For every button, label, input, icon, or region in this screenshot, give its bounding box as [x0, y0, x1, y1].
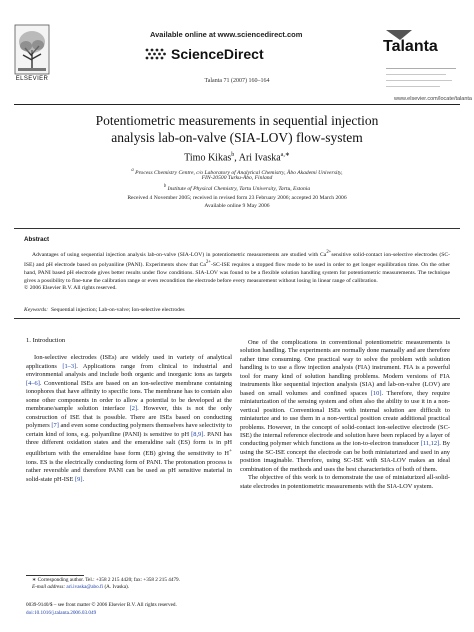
email-link[interactable]: ari.ivaska@abo.fi — [66, 584, 104, 590]
abstract-paragraph — [24, 249, 450, 285]
received-dates: Received 4 November 2005; received in revised form 23 February 2006; accepted 20 March 2006 — [127, 195, 347, 201]
body-text: . Applications range from clinical to industrial and environmental analysis and include both organic and inorganic ions as targets — [26, 362, 232, 379]
journal-url: www.elsevier.com/locate/talanta — [394, 96, 472, 102]
author-name: Ari Ivaska — [238, 152, 281, 164]
citation-link[interactable]: [7] — [51, 422, 59, 430]
abstract-heading: Abstract — [24, 236, 50, 243]
email-suffix: (A. Ivaska). — [104, 584, 130, 590]
keywords-line — [24, 307, 185, 313]
body-text: and even some conducting polymers themselves have selectivity to certain kind of ions, e.g. polyaniline (PANI) is sensitive to pH — [26, 422, 232, 438]
bottom-info — [26, 602, 232, 617]
section-heading: 1. Introduction — [26, 337, 66, 344]
footnote-marker: ∗ — [32, 577, 37, 583]
header-divider — [14, 104, 460, 105]
citation-link[interactable]: [10] — [370, 389, 382, 397]
email-label: E-mail address: — [32, 584, 66, 590]
abstract-top-divider — [14, 228, 460, 229]
sciencedirect-dots-icon — [144, 47, 168, 61]
body-text: . Therefore, they require miniaturization of the sensing system and often also the ability to use it in a non-vertical position. Conventional ISEs with internal solution are difficult to miniaturize and to use them in a non-vertical position create additional practical problems. However, in the concept of solid-contact ion-selective electrode (SC-ISE) the internal reference electrode and solution have been replaced by a layer of conducting polymer which functions as the ion-to-electron transducer — [240, 389, 450, 448]
charge-superscript: 2+ — [326, 250, 332, 255]
doi-link[interactable]: doi:10.1016/j.talanta.2006.03.049 — [26, 609, 97, 616]
affiliation-marker: a — [131, 168, 134, 173]
citation-link[interactable]: [2] — [129, 405, 138, 413]
elsevier-tree-icon — [14, 24, 50, 76]
journal-citation: Talanta 71 (2007) 160–164 — [204, 78, 270, 84]
abstract-text: -SC-ISE requires a stopped flow mode to be used in order to get longer equilibration time. On the other hand, PANI based pH electrode gives better results under flow conditions. SIA-LOV was found to be a flexible solution handling system for potentiometric measurements. The technique gives a possibility to fine-tune the calibration range or even recondition the electrode before every measurement without losing in linear range of calibration. — [24, 262, 451, 284]
available-online-text: Available online at www.sciencedirect.com — [150, 30, 303, 39]
citation-link[interactable]: [8,9] — [191, 430, 204, 438]
issn-line: 0039-9140/$ – see front matter © 2006 Elsevier B.V. All rights reserved. — [26, 602, 177, 608]
title-line: analysis lab-on-valve (SIA-LOV) flow-system — [111, 130, 363, 145]
footnote — [26, 577, 232, 591]
abstract-body — [24, 249, 450, 293]
corresponding-author-note — [26, 577, 232, 584]
publisher-name: ELSEVIER — [15, 76, 49, 82]
affiliation-text: Process Chemistry Centre, c/o Laboratory of Analytical Chemistry, Åbo Akademi University, — [135, 169, 343, 176]
body-paragraph — [240, 339, 450, 474]
citation-link[interactable]: [1–3] — [62, 362, 77, 370]
footnote-divider — [26, 575, 84, 576]
body-text: Ion-selective electrodes (ISEs) are widely used in variety of analytical applications — [26, 354, 232, 370]
affiliation — [0, 183, 474, 193]
sciencedirect-name: ScienceDirect — [171, 46, 264, 62]
body-text: . — [82, 475, 85, 483]
abstract-text: Advantages of using sequential injection analysis lab-on-valve (SIA-LOV) in potentiometric measurements are studied with Ca — [32, 251, 327, 258]
affiliation — [0, 175, 474, 183]
abstract-bottom-divider — [14, 318, 460, 319]
body-paragraph: The objective of this work is to demonstrate the use of miniaturized all-solid-state electrodes in potentiometric measurements with the SIA-LOV system. — [240, 474, 450, 490]
body-paragraph — [26, 354, 232, 484]
copyright-notice: © 2006 Elsevier B.V. All rights reserved. — [24, 285, 117, 292]
affiliation-marker: b — [163, 184, 167, 189]
sciencedirect-logo — [144, 46, 264, 62]
journal-name: Talanta — [383, 38, 438, 55]
article-title — [40, 112, 434, 146]
charge-superscript: + — [228, 448, 232, 455]
body-left-column — [26, 337, 232, 484]
elsevier-logo — [14, 24, 50, 84]
title-line: Potentiometric measurements in sequential injection — [95, 113, 379, 128]
author-list — [0, 151, 474, 163]
author-affiliation-marker: a,∗ — [280, 152, 290, 158]
body-text: . Conventional ISEs are based on an ion-selective membrane containing ionophores that have affinity to specific ions. The membrane has to contain also some other components in order to allow a potential to be developed at the membrane/sample solution interface — [26, 379, 232, 413]
body-text: One of the complications in conventional potentiometric measurements is solution handling. The experiments are normally done manually and are therefore rather time consuming. One practical way to solve the problem with solution handling is to use a flow injection analysis (FIA) instrument. FIA is a powerful tool for many kind of solution handling problems. Modern versions of FIA instruments like sequential injection analysis (SIA) and lab-on-valve (LOV) are based on small volumes and confined spaces — [240, 339, 450, 397]
citation-link[interactable]: [4–6] — [26, 379, 40, 387]
body-text: . By using the SC-ISE concept the electrode can be both miniaturized and used in any position imaginable. Therefore, using SC-ISE with SIA-LOV makes an ideal combination of the methods and uses the best characteristics of both of them. — [240, 440, 451, 473]
body-text: ions. ES is the electrically conducting form of PANI. The protonation process is rather reversible and therefore PANI can be used as pH sensitive material in solid-state pH-ISE — [26, 459, 232, 483]
charge-superscript: 2+ — [205, 260, 211, 266]
keywords-label: Keywords: — [24, 307, 49, 313]
keywords-text: Sequential injection; Lab-on-valve; Ion-selective electrodes — [51, 307, 185, 313]
author-name: Timo Kikas — [184, 152, 232, 164]
footnote-text: Corresponding author. Tel.: +358 2 215 4420; fax: +358 2 215 4479. — [37, 577, 180, 583]
author-separator: , — [234, 152, 237, 164]
citation-link[interactable]: [11,12] — [420, 440, 440, 448]
available-date: Available online 9 May 2006 — [204, 203, 270, 209]
body-right-column — [240, 339, 450, 491]
citation-link[interactable]: [9] — [75, 475, 83, 483]
body-text: . However, this is not the only construction of ISE that is possible. There are ISEs based on conducting polymers — [26, 405, 232, 430]
email-note — [26, 584, 232, 591]
body-text: . PANI has three different oxidation states and the emeraldine salt (ES) form is in pH equilibrium with the emeraldine base form (EB) giving the sensitivity to H — [26, 430, 232, 458]
affiliation-text: FIN-20500 Turku-Åbo, Finland — [201, 175, 273, 181]
author-affiliation-marker: b — [231, 152, 235, 158]
abstract-text: sensitive solid-contact ion-selective electrodes (SC-ISE) and pH electrode based on polyaniline (PANI). Experiments show that Ca — [24, 251, 450, 269]
affiliation-text: Institute of Physical Chemistry, Tartu University, Tartu, Estonia — [167, 185, 311, 192]
